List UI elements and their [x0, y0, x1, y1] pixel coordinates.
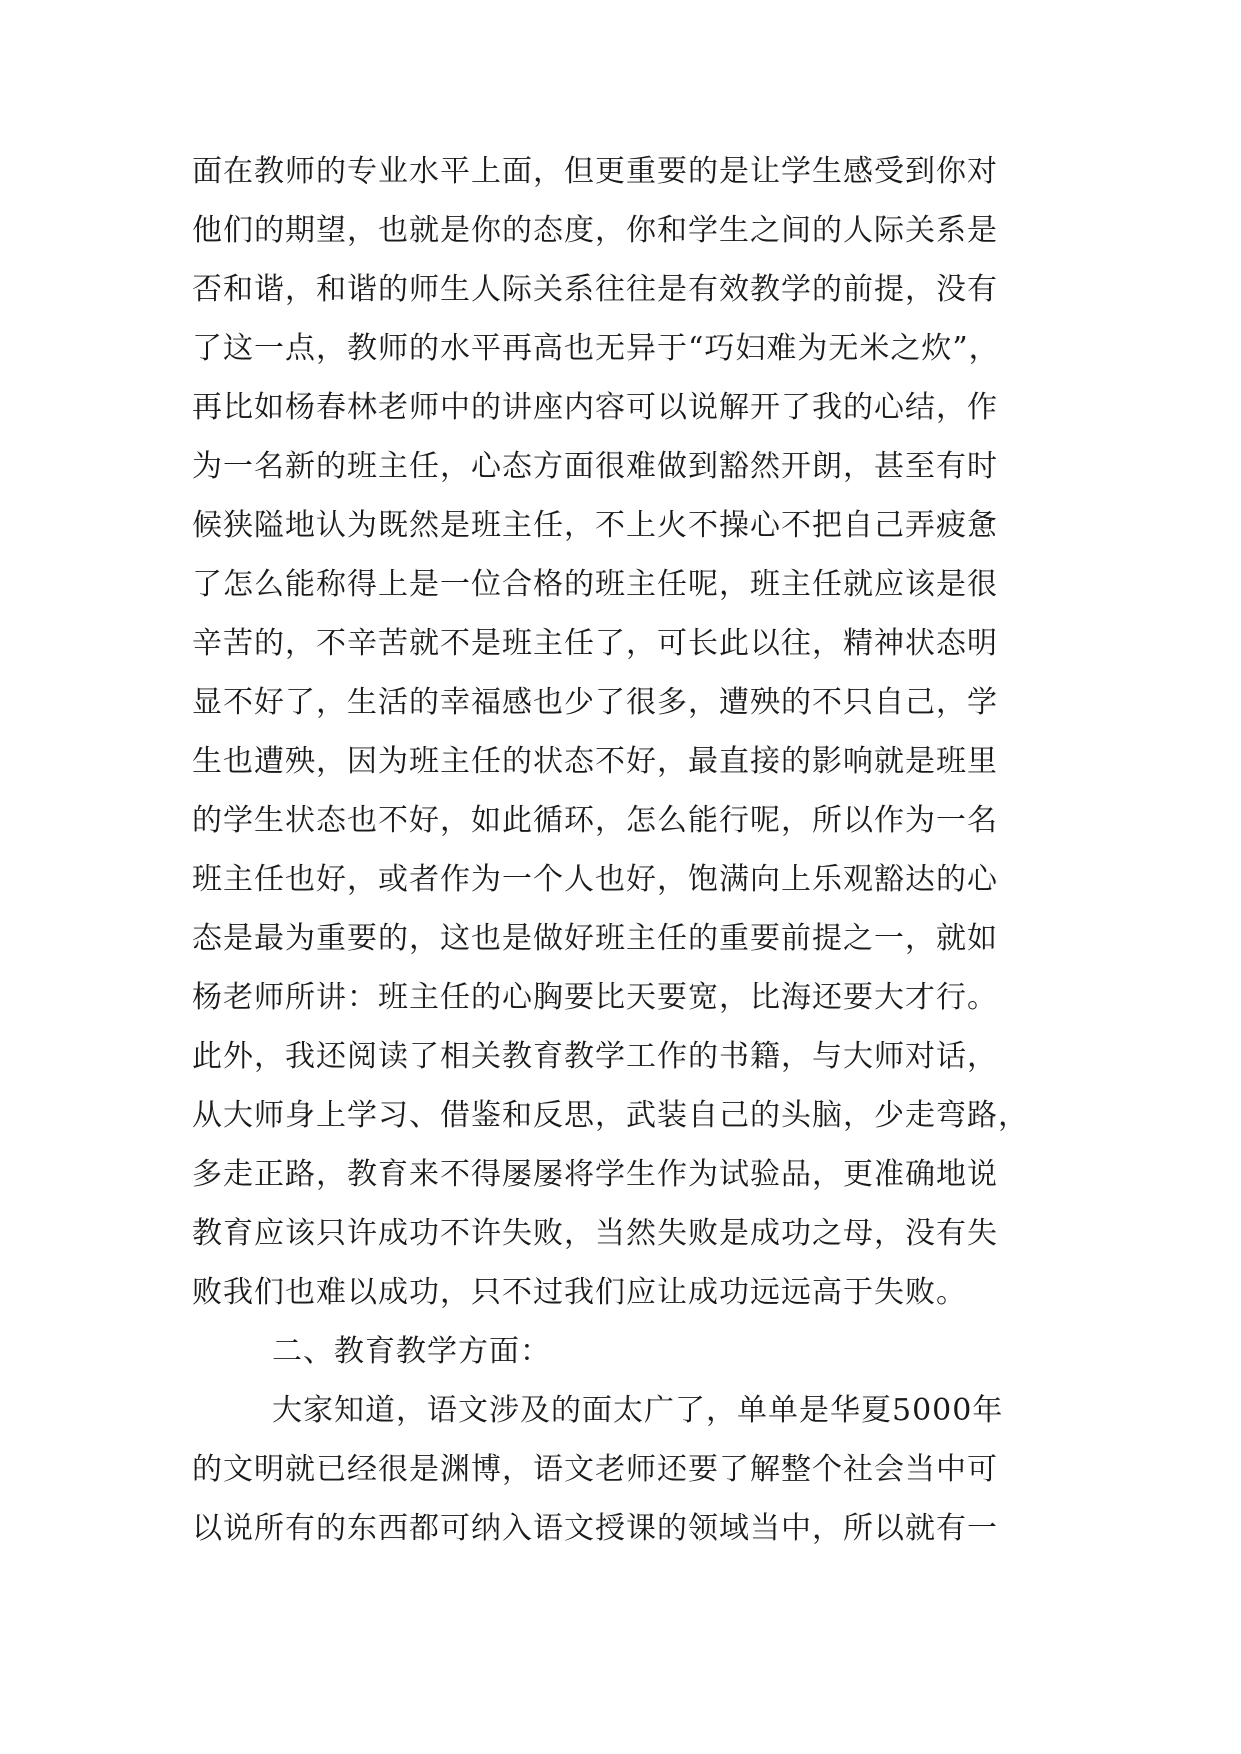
text-line: 候狭隘地认为既然是班主任，不上火不操心不把自己弄疲惫: [192, 508, 998, 543]
paragraph-first-line: 大家知道，语文涉及的面太广了，单单是华夏5000年: [272, 1393, 1004, 1428]
text-line: 为一名新的班主任，心态方面很难做到豁然开朗，甚至有时: [192, 449, 998, 484]
text-line: 了怎么能称得上是一位合格的班主任呢，班主任就应该是很: [192, 567, 998, 602]
body-text: [192, 142, 1082, 1558]
text-line: 此外，我还阅读了相关教育教学工作的书籍，与大师对话，: [192, 1039, 998, 1074]
text-line: 杨老师所讲：班主任的心胸要比天要宽，比海还要大才行。: [192, 980, 998, 1015]
text-line: 他们的期望，也就是你的态度，你和学生之间的人际关系是: [192, 213, 998, 248]
section-heading: 二、教育教学方面：: [272, 1334, 551, 1369]
text-line: 以说所有的东西都可纳入语文授课的领域当中，所以就有一: [192, 1511, 998, 1546]
text-line: 多走正路，教育来不得屡屡将学生作为试验品，更准确地说: [192, 1157, 998, 1192]
text-line: 显不好了，生活的幸福感也少了很多，遭殃的不只自己，学: [192, 685, 998, 720]
text-line: 了这一点，教师的水平再高也无异于“巧妇难为无米之炊”，: [192, 331, 1000, 366]
text-line: 辛苦的，不辛苦就不是班主任了，可长此以往，精神状态明: [192, 626, 998, 661]
text-line: 的文明就已经很是渊博，语文老师还要了解整个社会当中可: [192, 1452, 998, 1487]
text-line: 教育应该只许成功不许失败，当然失败是成功之母，没有失: [192, 1216, 998, 1251]
text-line: 态是最为重要的，这也是做好班主任的重要前提之一，就如: [192, 921, 998, 956]
text-line: 败我们也难以成功，只不过我们应让成功远远高于失败。: [192, 1275, 967, 1310]
text-line: 否和谐，和谐的师生人际关系往往是有效教学的前提，没有: [192, 272, 998, 307]
text-line: 的学生状态也不好，如此循环，怎么能行呢，所以作为一名: [192, 803, 998, 838]
text-line: 再比如杨春林老师中的讲座内容可以说解开了我的心结，作: [192, 390, 998, 425]
text-line: 从大师身上学习、借鉴和反思，武装自己的头脑，少走弯路，: [192, 1098, 1029, 1133]
text-line: 面在教师的专业水平上面，但更重要的是让学生感受到你对: [192, 154, 998, 189]
text-line: 班主任也好，或者作为一个人也好，饱满向上乐观豁达的心: [192, 862, 998, 897]
text-line: 生也遭殃，因为班主任的状态不好，最直接的影响就是班里: [192, 744, 998, 779]
